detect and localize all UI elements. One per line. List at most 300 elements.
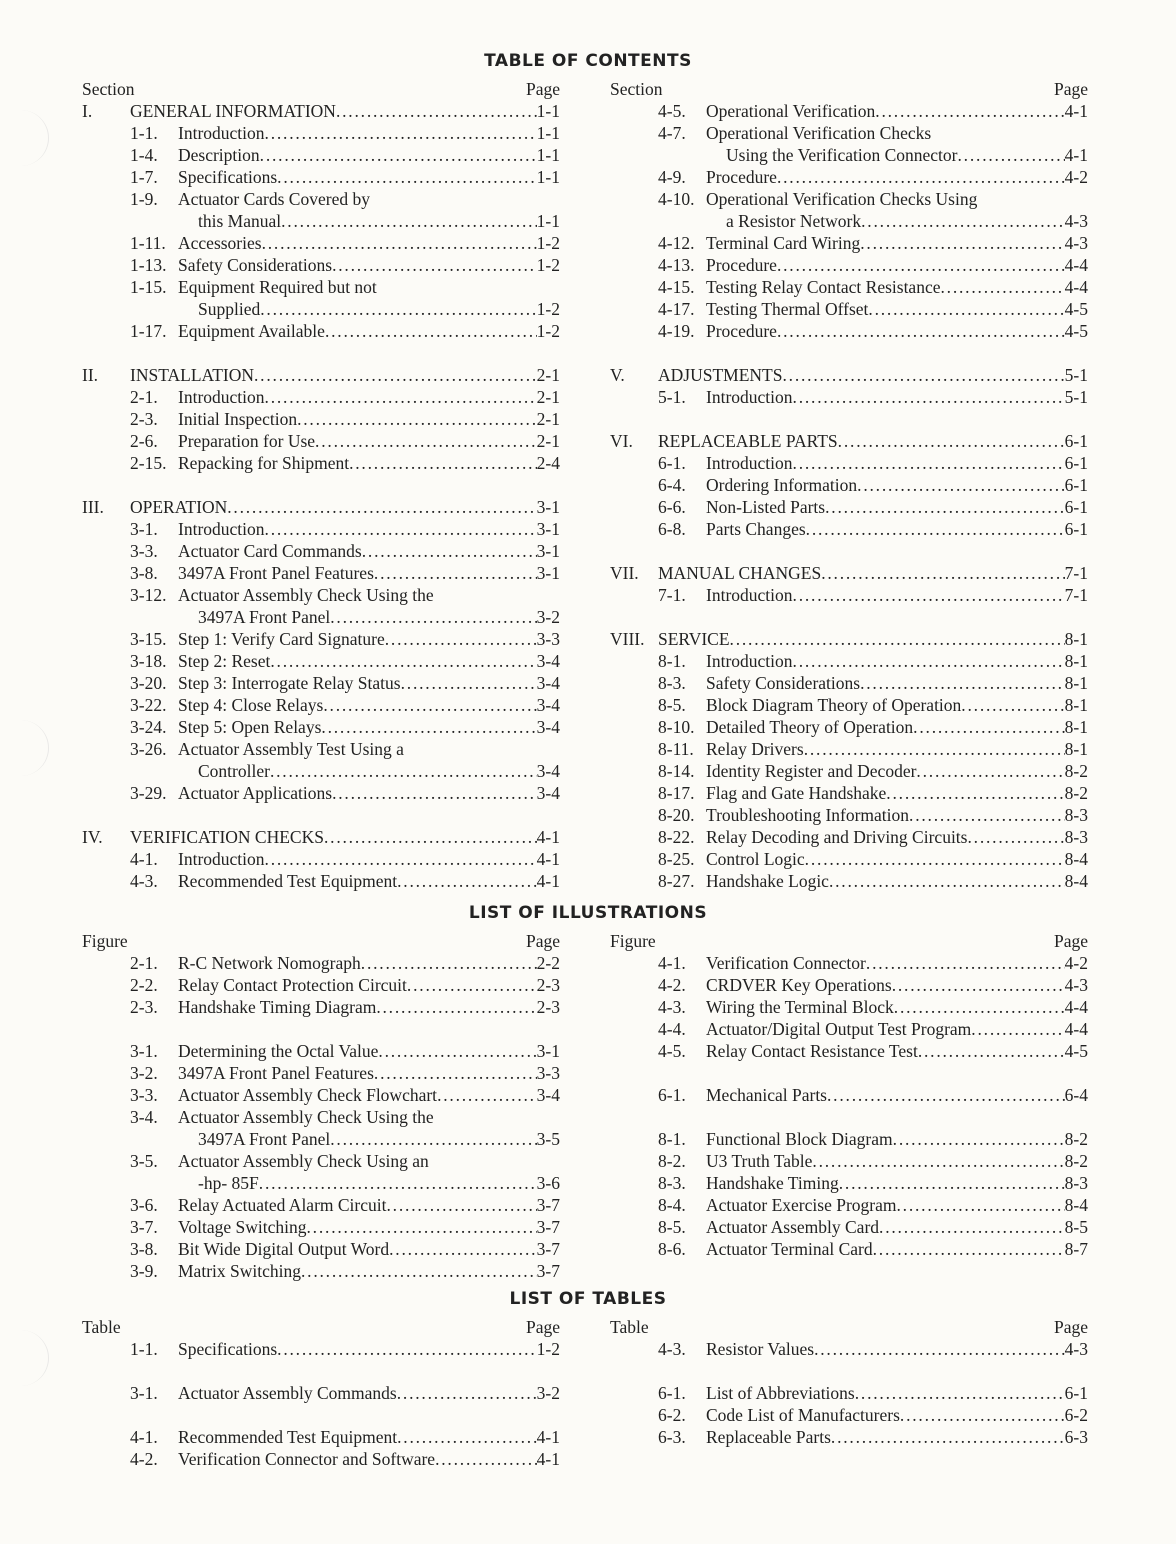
page-number: 3-3 xyxy=(536,629,560,649)
dot-leader xyxy=(838,430,1065,452)
toc-entry xyxy=(610,298,1088,320)
table-label: Table xyxy=(82,1317,121,1337)
dot-leader xyxy=(265,122,537,144)
entry-number: 4-9. xyxy=(658,167,686,187)
dot-leader xyxy=(265,386,537,408)
entry-number: 3-26. xyxy=(130,739,167,759)
page-number: 7-1 xyxy=(1064,585,1088,605)
entry-number: 3-1. xyxy=(130,1041,158,1061)
entry-number: 3-24. xyxy=(130,717,167,737)
dot-leader xyxy=(361,952,537,974)
entry-number: 4-7. xyxy=(658,123,686,143)
dot-leader xyxy=(265,848,537,870)
toc-entry xyxy=(610,826,1088,848)
entry-title: Replaceable Parts xyxy=(706,1427,831,1447)
page-number: 4-5 xyxy=(1064,321,1088,341)
dot-leader xyxy=(277,1338,537,1360)
page-number: 4-4 xyxy=(1064,997,1088,1017)
page-number: 3-1 xyxy=(536,1041,560,1061)
dot-leader xyxy=(860,672,1065,694)
entry-number: 8-5. xyxy=(658,1217,686,1237)
toc-entry xyxy=(82,276,560,298)
entry-number: 6-1. xyxy=(658,453,686,473)
entry-number: 4-2. xyxy=(130,1449,158,1469)
entry-number: 3-8. xyxy=(130,1239,158,1259)
toc-entry xyxy=(82,1106,560,1128)
toc-entry xyxy=(610,1216,1088,1238)
page-number: 3-2 xyxy=(536,1383,560,1403)
dot-leader xyxy=(916,760,1064,782)
page-number: 4-4 xyxy=(1064,255,1088,275)
entry-title: Flag and Gate Handshake xyxy=(706,783,887,803)
page-number: 4-1 xyxy=(536,871,560,891)
entry-title: Introduction xyxy=(178,387,265,407)
entry-title: Safety Considerations xyxy=(178,255,333,275)
page-number: 8-1 xyxy=(1064,717,1088,737)
spacer xyxy=(610,540,1088,562)
page-number: 8-4 xyxy=(1064,1195,1088,1215)
page-number: 1-1 xyxy=(536,167,560,187)
page-number: 4-4 xyxy=(1064,277,1088,297)
entry-number: 1-1. xyxy=(130,123,158,143)
page-number: 8-1 xyxy=(1064,629,1088,649)
page-number: 2-1 xyxy=(536,431,560,451)
entry-title: MANUAL CHANGES xyxy=(658,563,822,583)
toc-entry xyxy=(82,870,560,892)
dot-leader xyxy=(374,1062,537,1084)
toc-entry xyxy=(610,1084,1088,1106)
toc-entry xyxy=(82,1238,560,1260)
page-number: 3-3 xyxy=(536,1063,560,1083)
entry-number: 4-3. xyxy=(658,997,686,1017)
toc-entry xyxy=(82,1448,560,1470)
dot-leader xyxy=(812,1150,1064,1172)
dot-leader xyxy=(389,1238,537,1260)
toc-entry xyxy=(82,496,560,518)
binder-hole xyxy=(14,110,49,166)
page-number: 4-5 xyxy=(1064,1041,1088,1061)
entry-title: Introduction xyxy=(178,123,265,143)
spacer xyxy=(610,1360,1088,1382)
toc-entry xyxy=(82,100,560,122)
entry-number: 3-29. xyxy=(130,783,167,803)
page-number: 8-1 xyxy=(1064,739,1088,759)
toc-entry xyxy=(82,650,560,672)
page-number: 7-1 xyxy=(1064,563,1088,583)
page-number: 1-1 xyxy=(536,123,560,143)
page-number: 4-1 xyxy=(536,1427,560,1447)
page-number: 4-1 xyxy=(536,827,560,847)
entry-number: 3-15. xyxy=(130,629,167,649)
dot-leader xyxy=(324,826,537,848)
dot-leader xyxy=(336,100,537,122)
entry-title: GENERAL INFORMATION xyxy=(130,101,336,121)
entry-title: Testing Thermal Offset xyxy=(706,299,869,319)
page-number: 6-1 xyxy=(1064,497,1088,517)
page-number: 4-1 xyxy=(1064,145,1088,165)
entry-number: 8-10. xyxy=(658,717,695,737)
dot-leader xyxy=(892,974,1065,996)
toc-entry xyxy=(82,672,560,694)
dot-leader xyxy=(397,870,537,892)
entry-number: 6-2. xyxy=(658,1405,686,1425)
dot-leader xyxy=(330,606,536,628)
entry-title: Actuator Exercise Program xyxy=(706,1195,897,1215)
entry-number: 6-4. xyxy=(658,475,686,495)
entry-title: Code List of Manufacturers xyxy=(706,1405,900,1425)
entry-title: Using the Verification Connector xyxy=(726,145,958,165)
toc-entry xyxy=(610,144,1088,166)
entry-title: Parts Changes xyxy=(706,519,806,539)
toc-entry xyxy=(610,122,1088,144)
entry-number: 6-6. xyxy=(658,497,686,517)
tables-title: LIST OF TABLES xyxy=(509,1289,667,1309)
page-number: 2-4 xyxy=(536,453,560,473)
binder-hole xyxy=(14,1330,49,1386)
entry-title: Operational Verification Checks xyxy=(706,123,932,143)
entry-number: 4-4. xyxy=(658,1019,686,1039)
entry-title: Actuator Assembly Check Using an xyxy=(178,1151,429,1171)
toc-entry xyxy=(82,562,560,584)
tables-left-column xyxy=(82,1316,560,1470)
toc-entry xyxy=(610,474,1088,496)
page-number: 1-2 xyxy=(536,321,560,341)
entry-title: Step 5: Open Relays xyxy=(178,717,322,737)
toc-right-column xyxy=(610,78,1088,892)
entry-title: Specifications xyxy=(178,1339,278,1359)
entry-title: CRDVER Key Operations xyxy=(706,975,892,995)
toc-entry xyxy=(82,1194,560,1216)
toc-entry xyxy=(610,1382,1088,1404)
toc-entry xyxy=(82,1426,560,1448)
entry-title: Introduction xyxy=(706,387,793,407)
dot-leader xyxy=(861,210,1065,232)
page-number: 8-5 xyxy=(1064,1217,1088,1237)
entry-number: 6-1. xyxy=(658,1383,686,1403)
toc-entry xyxy=(610,100,1088,122)
dot-leader xyxy=(227,496,536,518)
entry-title: Safety Considerations xyxy=(706,673,861,693)
entry-title: Testing Relay Contact Resistance xyxy=(706,277,941,297)
page-number: 1-2 xyxy=(536,1339,560,1359)
entry-title: Equipment Required but not xyxy=(178,277,377,297)
dot-leader xyxy=(777,320,1065,342)
entry-title: Functional Block Diagram xyxy=(706,1129,893,1149)
entry-number: 2-15. xyxy=(130,453,167,473)
toc-entry xyxy=(82,188,560,210)
spacer xyxy=(610,606,1088,628)
entry-title: REPLACEABLE PARTS xyxy=(658,431,838,451)
dot-leader xyxy=(971,1018,1064,1040)
dot-leader xyxy=(782,364,1064,386)
toc-entry xyxy=(82,1084,560,1106)
dot-leader xyxy=(793,452,1065,474)
toc-entry xyxy=(610,166,1088,188)
dot-leader xyxy=(387,1194,537,1216)
entry-number: 2-6. xyxy=(130,431,158,451)
page-number: 4-1 xyxy=(536,1449,560,1469)
dot-leader xyxy=(940,276,1064,298)
entry-title: Actuator Cards Covered by xyxy=(178,189,370,209)
entry-number: 3-5. xyxy=(130,1151,158,1171)
toc-entry xyxy=(82,210,560,232)
dot-leader xyxy=(262,232,537,254)
entry-title: Block Diagram Theory of Operation xyxy=(706,695,962,715)
dot-leader xyxy=(886,782,1064,804)
entry-number: 6-8. xyxy=(658,519,686,539)
figure-label: Figure xyxy=(610,931,656,951)
dot-leader xyxy=(297,408,537,430)
entry-number: 4-1. xyxy=(658,953,686,973)
entry-number: 4-1. xyxy=(130,849,158,869)
dot-leader xyxy=(265,518,537,540)
entry-title: U3 Truth Table xyxy=(706,1151,813,1171)
entry-title: Controller xyxy=(198,761,270,781)
toc-entry xyxy=(610,254,1088,276)
entry-title: Handshake Timing Diagram xyxy=(178,997,377,1017)
entry-title: Actuator Card Commands xyxy=(178,541,362,561)
page-number: 6-1 xyxy=(1064,475,1088,495)
entry-title: Ordering Information xyxy=(706,475,858,495)
dot-leader xyxy=(401,672,537,694)
page-number: 8-3 xyxy=(1064,827,1088,847)
dot-leader xyxy=(254,364,537,386)
entry-title: Actuator Assembly Test Using a xyxy=(178,739,404,759)
page-number: 4-3 xyxy=(1064,233,1088,253)
dot-leader xyxy=(829,870,1065,892)
page-number: 8-2 xyxy=(1064,761,1088,781)
page-number: 4-2 xyxy=(1064,953,1088,973)
page-number: 3-4 xyxy=(536,761,560,781)
page-number: 3-7 xyxy=(536,1261,560,1281)
dot-leader xyxy=(332,254,537,276)
entry-number: 3-3. xyxy=(130,1085,158,1105)
entry-title: Mechanical Parts xyxy=(706,1085,827,1105)
toc-left-column xyxy=(82,78,560,892)
spacer xyxy=(610,342,1088,364)
toc-entry xyxy=(82,452,560,474)
dot-leader xyxy=(839,1172,1065,1194)
toc-entry xyxy=(610,996,1088,1018)
tables-left-header xyxy=(82,1316,560,1338)
page-number: 2-1 xyxy=(536,409,560,429)
toc-entry xyxy=(610,364,1088,386)
page-number: 4-5 xyxy=(1064,299,1088,319)
entry-number: I. xyxy=(82,101,93,121)
illustrations-left-column xyxy=(82,930,560,1282)
entry-number: 8-2. xyxy=(658,1151,686,1171)
entry-number: 8-14. xyxy=(658,761,695,781)
toc-entry xyxy=(610,650,1088,672)
dot-leader xyxy=(868,298,1064,320)
entry-number: 1-15. xyxy=(130,277,167,297)
entry-title: Preparation for Use xyxy=(178,431,316,451)
entry-title: Actuator Assembly Check Flowchart xyxy=(178,1085,438,1105)
page-number: 8-2 xyxy=(1064,1129,1088,1149)
page-number: 3-2 xyxy=(536,607,560,627)
tables-right-column xyxy=(610,1316,1088,1448)
toc-entry xyxy=(82,996,560,1018)
dot-leader xyxy=(315,430,537,452)
entry-number: 2-3. xyxy=(130,997,158,1017)
entry-title: Initial Inspection xyxy=(178,409,298,429)
entry-title: SERVICE xyxy=(658,629,730,649)
toc-entry xyxy=(82,1040,560,1062)
entry-number: 2-1. xyxy=(130,953,158,973)
toc-entry xyxy=(82,298,560,320)
entry-number: 3-18. xyxy=(130,651,167,671)
entry-number: 8-17. xyxy=(658,783,695,803)
toc-entry xyxy=(610,1128,1088,1150)
dot-leader xyxy=(385,628,537,650)
entry-number: 3-1. xyxy=(130,1383,158,1403)
dot-leader xyxy=(330,1128,536,1150)
dot-leader xyxy=(259,1172,537,1194)
dot-leader xyxy=(896,1194,1064,1216)
entry-title: Description xyxy=(178,145,260,165)
page-number: 1-1 xyxy=(536,101,560,121)
dot-leader xyxy=(777,166,1065,188)
entry-number: 3-8. xyxy=(130,563,158,583)
dot-leader xyxy=(821,562,1064,584)
page-number: 6-1 xyxy=(1064,1383,1088,1403)
dot-leader xyxy=(793,584,1065,606)
entry-title: Actuator Applications xyxy=(178,783,333,803)
entry-number: 3-12. xyxy=(130,585,167,605)
entry-title: Supplied xyxy=(198,299,261,319)
dot-leader xyxy=(909,804,1065,826)
dot-leader xyxy=(875,100,1064,122)
dot-leader xyxy=(967,826,1064,848)
entry-title: OPERATION xyxy=(130,497,228,517)
entry-number: 3-3. xyxy=(130,541,158,561)
toc-entry xyxy=(82,952,560,974)
entry-title: Actuator/Digital Output Test Program xyxy=(706,1019,972,1039)
entry-title: Relay Decoding and Driving Circuits xyxy=(706,827,968,847)
entry-title: 3497A Front Panel Features xyxy=(178,1063,374,1083)
entry-title: Introduction xyxy=(706,585,793,605)
page-number: 2-1 xyxy=(536,365,560,385)
entry-number: 7-1. xyxy=(658,585,686,605)
illustrations-title: LIST OF ILLUSTRATIONS xyxy=(468,903,708,923)
page-number: 6-4 xyxy=(1064,1085,1088,1105)
entry-title: Handshake Timing xyxy=(706,1173,839,1193)
dot-leader xyxy=(777,254,1065,276)
page-number: 3-6 xyxy=(536,1173,560,1193)
page-number: 3-7 xyxy=(536,1239,560,1259)
entry-title: Actuator Assembly Commands xyxy=(178,1383,397,1403)
spacer xyxy=(82,474,560,496)
entry-number: 2-1. xyxy=(130,387,158,407)
entry-number: 1-1. xyxy=(130,1339,158,1359)
page-number: 3-7 xyxy=(536,1195,560,1215)
entry-title: Introduction xyxy=(178,849,265,869)
toc-entry xyxy=(610,188,1088,210)
entry-title: Relay Contact Resistance Test xyxy=(706,1041,918,1061)
entry-number: 8-5. xyxy=(658,695,686,715)
entry-number: 3-9. xyxy=(130,1261,158,1281)
entry-number: VIII. xyxy=(610,629,645,649)
page-number: 3-1 xyxy=(536,519,560,539)
toc-left-header xyxy=(82,78,560,100)
page-number: 6-1 xyxy=(1064,453,1088,473)
page-number: 8-1 xyxy=(1064,695,1088,715)
page-number: 4-1 xyxy=(1064,101,1088,121)
dot-leader xyxy=(814,1338,1065,1360)
entry-title: Recommended Test Equipment xyxy=(178,871,398,891)
entry-title: Relay Actuated Alarm Circuit xyxy=(178,1195,387,1215)
entry-title: VERIFICATION CHECKS xyxy=(130,827,324,847)
illustrations-right-header xyxy=(610,930,1088,952)
toc-entry xyxy=(610,584,1088,606)
entry-title: Step 2: Reset xyxy=(178,651,271,671)
dot-leader xyxy=(804,738,1065,760)
entry-number: 3-20. xyxy=(130,673,167,693)
toc-entry xyxy=(82,1260,560,1282)
page-label: Page xyxy=(1053,1317,1088,1337)
entry-title: 3497A Front Panel xyxy=(198,607,331,627)
page-number: 8-7 xyxy=(1064,1239,1088,1259)
spacer xyxy=(82,1018,560,1040)
entry-title: Operational Verification xyxy=(706,101,876,121)
entry-number: 4-10. xyxy=(658,189,695,209)
page-number: 2-3 xyxy=(536,975,560,995)
toc-entry xyxy=(82,1338,560,1360)
dot-leader xyxy=(277,166,537,188)
toc-entry xyxy=(82,144,560,166)
toc-entry xyxy=(610,672,1088,694)
toc-entry xyxy=(82,606,560,628)
entry-number: 8-1. xyxy=(658,651,686,671)
dot-leader xyxy=(325,320,537,342)
dot-leader xyxy=(407,974,537,996)
entry-title: Step 1: Verify Card Signature xyxy=(178,629,385,649)
page-number: 1-2 xyxy=(536,299,560,319)
entry-title: ADJUSTMENTS xyxy=(658,365,783,385)
entry-number: 2-2. xyxy=(130,975,158,995)
entry-number: 6-3. xyxy=(658,1427,686,1447)
dot-leader xyxy=(260,144,537,166)
table-label: Table xyxy=(610,1317,649,1337)
entry-number: 3-4. xyxy=(130,1107,158,1127)
dot-leader xyxy=(435,1448,537,1470)
dot-leader xyxy=(281,210,537,232)
dot-leader xyxy=(857,474,1065,496)
toc-entry xyxy=(610,974,1088,996)
spacer xyxy=(610,1106,1088,1128)
page-number: 4-2 xyxy=(1064,167,1088,187)
page-number: 2-1 xyxy=(536,387,560,407)
entry-title: Actuator Terminal Card xyxy=(706,1239,873,1259)
dot-leader xyxy=(307,1216,537,1238)
entry-number: 8-6. xyxy=(658,1239,686,1259)
toc-entry xyxy=(82,540,560,562)
entry-number: 4-5. xyxy=(658,101,686,121)
toc-entry xyxy=(82,1128,560,1150)
tables-right-header xyxy=(610,1316,1088,1338)
toc-entry xyxy=(82,1150,560,1172)
entry-title: Troubleshooting Information xyxy=(706,805,910,825)
dot-leader xyxy=(349,452,537,474)
entry-number: 4-5. xyxy=(658,1041,686,1061)
toc-entry xyxy=(610,276,1088,298)
entry-title: Specifications xyxy=(178,167,278,187)
entry-number: 4-3. xyxy=(130,871,158,891)
page-label: Page xyxy=(525,931,560,951)
toc-entry xyxy=(610,1194,1088,1216)
toc-entry xyxy=(610,496,1088,518)
page-number: 3-4 xyxy=(536,651,560,671)
